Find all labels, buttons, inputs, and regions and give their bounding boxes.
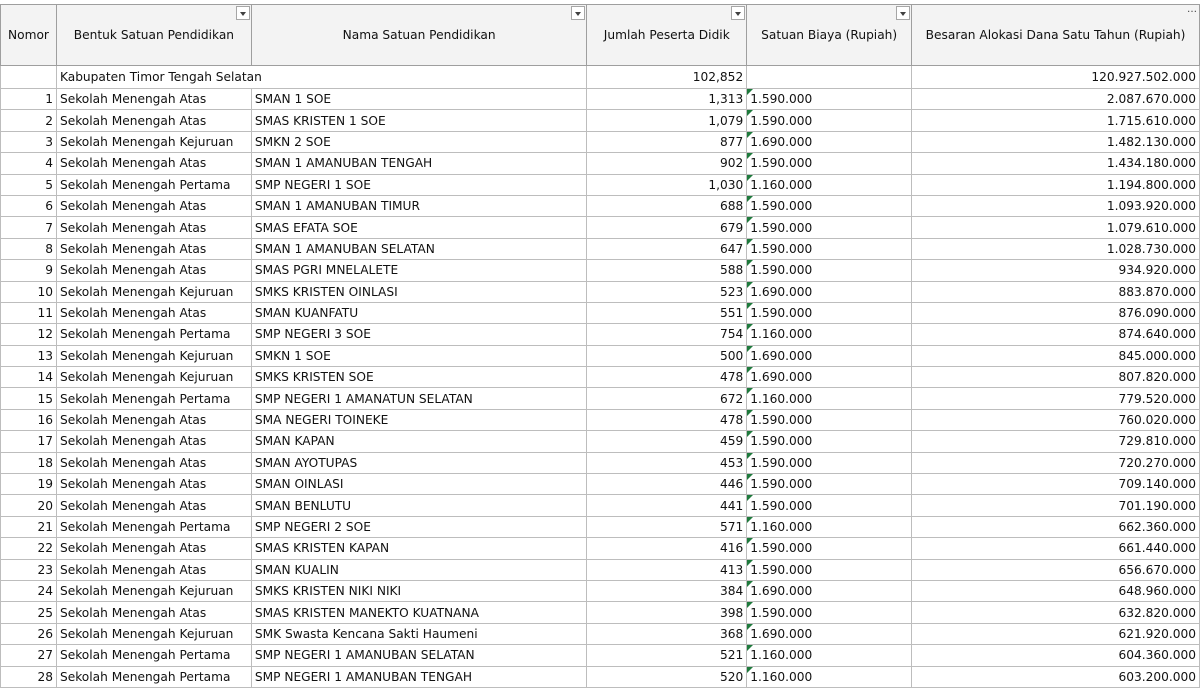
nama-cell[interactable]: SMKN 2 SOE: [251, 131, 586, 152]
bentuk-cell[interactable]: Sekolah Menengah Kejuruan: [56, 345, 251, 366]
besaran-cell[interactable]: 720.270.000: [912, 452, 1200, 473]
satuan-cell[interactable]: 1.160.000: [747, 324, 912, 345]
nomor-cell[interactable]: 10: [1, 281, 57, 302]
jumlah-cell[interactable]: 368: [587, 623, 747, 644]
besaran-cell[interactable]: 1.093.920.000: [912, 195, 1200, 216]
header-nomor-label: Nomor: [8, 28, 49, 42]
satuan-cell[interactable]: 1.590.000: [747, 452, 912, 473]
bentuk-cell[interactable]: Sekolah Menengah Atas: [56, 260, 251, 281]
satuan-cell[interactable]: 1.690.000: [747, 131, 912, 152]
bentuk-cell[interactable]: Sekolah Menengah Kejuruan: [56, 281, 251, 302]
jumlah-cell[interactable]: 1,079: [587, 110, 747, 131]
nomor-cell[interactable]: 7: [1, 217, 57, 238]
summary-jumlah-cell[interactable]: 102,852: [587, 66, 747, 89]
summary-label-cell[interactable]: Kabupaten Timor Tengah Selatan: [56, 66, 586, 89]
besaran-cell[interactable]: 934.920.000: [912, 260, 1200, 281]
table-row[interactable]: [1, 645, 1200, 666]
jumlah-cell[interactable]: 688: [587, 195, 747, 216]
bentuk-cell[interactable]: Sekolah Menengah Atas: [56, 110, 251, 131]
nama-cell[interactable]: SMAN KUALIN: [251, 559, 586, 580]
summary-satuan-cell[interactable]: [747, 66, 912, 89]
jumlah-cell[interactable]: 1,030: [587, 174, 747, 195]
table-row[interactable]: [1, 217, 1200, 238]
satuan-cell[interactable]: 1.590.000: [747, 431, 912, 452]
filter-dropdown-icon[interactable]: [236, 6, 250, 20]
jumlah-cell[interactable]: 588: [587, 260, 747, 281]
besaran-cell[interactable]: 621.920.000: [912, 623, 1200, 644]
overflow-ellipsis-icon[interactable]: …: [1187, 4, 1197, 15]
satuan-cell[interactable]: 1.160.000: [747, 666, 912, 687]
bentuk-cell[interactable]: Sekolah Menengah Atas: [56, 195, 251, 216]
satuan-cell[interactable]: 1.590.000: [747, 260, 912, 281]
nama-cell[interactable]: SMAN KAPAN: [251, 431, 586, 452]
satuan-cell[interactable]: 1.590.000: [747, 195, 912, 216]
jumlah-cell[interactable]: 1,313: [587, 89, 747, 110]
header-row: [1, 5, 1200, 66]
table-row[interactable]: [1, 559, 1200, 580]
nomor-cell[interactable]: 24: [1, 580, 57, 601]
besaran-cell[interactable]: 604.360.000: [912, 645, 1200, 666]
bentuk-cell[interactable]: Sekolah Menengah Kejuruan: [56, 623, 251, 644]
table-row[interactable]: [1, 388, 1200, 409]
summary-nomor-cell[interactable]: [1, 66, 57, 89]
bentuk-cell[interactable]: Sekolah Menengah Atas: [56, 495, 251, 516]
jumlah-cell[interactable]: 571: [587, 516, 747, 537]
table-row[interactable]: [1, 110, 1200, 131]
nomor-cell[interactable]: 16: [1, 409, 57, 430]
jumlah-cell[interactable]: 754: [587, 324, 747, 345]
table-row[interactable]: [1, 538, 1200, 559]
satuan-cell[interactable]: 1.160.000: [747, 174, 912, 195]
table-row[interactable]: [1, 324, 1200, 345]
nomor-cell[interactable]: 18: [1, 452, 57, 473]
besaran-cell[interactable]: 1.079.610.000: [912, 217, 1200, 238]
satuan-cell[interactable]: 1.590.000: [747, 302, 912, 323]
jumlah-cell[interactable]: 441: [587, 495, 747, 516]
header-besaran[interactable]: [912, 5, 1200, 66]
satuan-cell[interactable]: 1.690.000: [747, 281, 912, 302]
bentuk-cell[interactable]: Sekolah Menengah Pertama: [56, 174, 251, 195]
summary-besaran-cell[interactable]: 120.927.502.000: [912, 66, 1200, 89]
nama-cell[interactable]: SMKS KRISTEN SOE: [251, 367, 586, 388]
satuan-cell[interactable]: 1.590.000: [747, 110, 912, 131]
besaran-cell[interactable]: 845.000.000: [912, 345, 1200, 366]
besaran-cell[interactable]: 603.200.000: [912, 666, 1200, 687]
nomor-cell[interactable]: 19: [1, 474, 57, 495]
nomor-cell[interactable]: 17: [1, 431, 57, 452]
jumlah-cell[interactable]: 446: [587, 474, 747, 495]
nama-cell[interactable]: SMAS KRISTEN MANEKTO KUATNANA: [251, 602, 586, 623]
nama-cell[interactable]: SMAS KRISTEN 1 SOE: [251, 110, 586, 131]
satuan-cell[interactable]: 1.590.000: [747, 495, 912, 516]
nomor-cell[interactable]: 3: [1, 131, 57, 152]
nomor-cell[interactable]: 5: [1, 174, 57, 195]
filter-dropdown-icon[interactable]: [731, 6, 745, 20]
header-bentuk[interactable]: [56, 5, 251, 66]
bentuk-cell[interactable]: Sekolah Menengah Pertama: [56, 516, 251, 537]
header-satuan[interactable]: [747, 5, 912, 66]
bentuk-cell[interactable]: Sekolah Menengah Atas: [56, 153, 251, 174]
table-row[interactable]: [1, 153, 1200, 174]
besaran-cell[interactable]: 662.360.000: [912, 516, 1200, 537]
nama-cell[interactable]: SMAN 1 AMANUBAN TIMUR: [251, 195, 586, 216]
table-row[interactable]: [1, 452, 1200, 473]
jumlah-cell[interactable]: 398: [587, 602, 747, 623]
jumlah-cell[interactable]: 647: [587, 238, 747, 259]
jumlah-cell[interactable]: 551: [587, 302, 747, 323]
satuan-cell[interactable]: 1.590.000: [747, 238, 912, 259]
nomor-cell[interactable]: 2: [1, 110, 57, 131]
nomor-cell[interactable]: 27: [1, 645, 57, 666]
besaran-cell[interactable]: 883.870.000: [912, 281, 1200, 302]
nomor-cell[interactable]: 20: [1, 495, 57, 516]
bentuk-cell[interactable]: Sekolah Menengah Atas: [56, 238, 251, 259]
jumlah-cell[interactable]: 384: [587, 580, 747, 601]
satuan-cell[interactable]: 1.590.000: [747, 474, 912, 495]
header-jumlah-label: Jumlah Peserta Didik: [603, 28, 730, 42]
bentuk-cell[interactable]: Sekolah Menengah Kejuruan: [56, 580, 251, 601]
jumlah-cell[interactable]: 523: [587, 281, 747, 302]
besaran-cell[interactable]: 729.810.000: [912, 431, 1200, 452]
bentuk-cell[interactable]: Sekolah Menengah Atas: [56, 409, 251, 430]
bentuk-cell[interactable]: Sekolah Menengah Kejuruan: [56, 367, 251, 388]
nama-cell[interactable]: SMP NEGERI 1 AMANUBAN SELATAN: [251, 645, 586, 666]
table-row[interactable]: [1, 89, 1200, 110]
satuan-cell[interactable]: 1.160.000: [747, 645, 912, 666]
filter-dropdown-icon[interactable]: [896, 6, 910, 20]
jumlah-cell[interactable]: 679: [587, 217, 747, 238]
nama-cell[interactable]: SMP NEGERI 1 AMANATUN SELATAN: [251, 388, 586, 409]
satuan-cell[interactable]: 1.160.000: [747, 388, 912, 409]
summary-row[interactable]: [1, 66, 1200, 89]
nama-cell[interactable]: SMA NEGERI TOINEKE: [251, 409, 586, 430]
data-table: [0, 4, 1200, 688]
bentuk-cell[interactable]: Sekolah Menengah Pertama: [56, 645, 251, 666]
jumlah-cell[interactable]: 453: [587, 452, 747, 473]
nomor-cell[interactable]: 13: [1, 345, 57, 366]
jumlah-cell[interactable]: 520: [587, 666, 747, 687]
bentuk-cell[interactable]: Sekolah Menengah Atas: [56, 602, 251, 623]
nomor-cell[interactable]: 8: [1, 238, 57, 259]
table-row[interactable]: [1, 602, 1200, 623]
nama-cell[interactable]: SMP NEGERI 1 SOE: [251, 174, 586, 195]
besaran-cell[interactable]: 779.520.000: [912, 388, 1200, 409]
besaran-cell[interactable]: 760.020.000: [912, 409, 1200, 430]
jumlah-cell[interactable]: 478: [587, 367, 747, 388]
besaran-cell[interactable]: 1.715.610.000: [912, 110, 1200, 131]
header-besaran-label: Besaran Alokasi Dana Satu Tahun (Rupiah): [925, 28, 1186, 42]
bentuk-cell[interactable]: Sekolah Menengah Pertama: [56, 666, 251, 687]
bentuk-cell[interactable]: Sekolah Menengah Atas: [56, 538, 251, 559]
table-row[interactable]: [1, 260, 1200, 281]
nomor-cell[interactable]: 22: [1, 538, 57, 559]
table-row[interactable]: [1, 474, 1200, 495]
header-bentuk-label: Bentuk Satuan Pendidikan: [73, 28, 235, 42]
bentuk-cell[interactable]: Sekolah Menengah Pertama: [56, 388, 251, 409]
satuan-cell[interactable]: 1.690.000: [747, 367, 912, 388]
jumlah-cell[interactable]: 902: [587, 153, 747, 174]
satuan-cell[interactable]: 1.690.000: [747, 345, 912, 366]
nomor-cell[interactable]: 25: [1, 602, 57, 623]
table-row[interactable]: [1, 345, 1200, 366]
besaran-cell[interactable]: 2.087.670.000: [912, 89, 1200, 110]
nomor-cell[interactable]: 28: [1, 666, 57, 687]
header-nama-label: Nama Satuan Pendidikan: [342, 28, 496, 42]
nama-cell[interactable]: SMAN AYOTUPAS: [251, 452, 586, 473]
bentuk-cell[interactable]: Sekolah Menengah Atas: [56, 217, 251, 238]
jumlah-cell[interactable]: 521: [587, 645, 747, 666]
table-row[interactable]: [1, 409, 1200, 430]
nama-cell[interactable]: SMAS EFATA SOE: [251, 217, 586, 238]
nama-cell[interactable]: SMAN 1 SOE: [251, 89, 586, 110]
nama-cell[interactable]: SMKS KRISTEN OINLASI: [251, 281, 586, 302]
besaran-cell[interactable]: 1.194.800.000: [912, 174, 1200, 195]
besaran-cell[interactable]: 1.028.730.000: [912, 238, 1200, 259]
besaran-cell[interactable]: 661.440.000: [912, 538, 1200, 559]
nama-cell[interactable]: SMP NEGERI 2 SOE: [251, 516, 586, 537]
besaran-cell[interactable]: 874.640.000: [912, 324, 1200, 345]
nomor-cell[interactable]: 1: [1, 89, 57, 110]
nama-cell[interactable]: SMKN 1 SOE: [251, 345, 586, 366]
nomor-cell[interactable]: 26: [1, 623, 57, 644]
header-jumlah[interactable]: [587, 5, 747, 66]
nomor-cell[interactable]: 14: [1, 367, 57, 388]
table-row[interactable]: [1, 367, 1200, 388]
besaran-cell[interactable]: 709.140.000: [912, 474, 1200, 495]
bentuk-cell[interactable]: Sekolah Menengah Atas: [56, 559, 251, 580]
nama-cell[interactable]: SMP NEGERI 3 SOE: [251, 324, 586, 345]
satuan-cell[interactable]: 1.690.000: [747, 580, 912, 601]
table-row[interactable]: [1, 195, 1200, 216]
besaran-cell[interactable]: 632.820.000: [912, 602, 1200, 623]
besaran-cell[interactable]: 648.960.000: [912, 580, 1200, 601]
nama-cell[interactable]: SMKS KRISTEN NIKI NIKI: [251, 580, 586, 601]
table-row[interactable]: [1, 174, 1200, 195]
nomor-cell[interactable]: 4: [1, 153, 57, 174]
nama-cell[interactable]: SMAS PGRI MNELALETE: [251, 260, 586, 281]
bentuk-cell[interactable]: Sekolah Menengah Atas: [56, 431, 251, 452]
table-row[interactable]: [1, 666, 1200, 687]
satuan-cell[interactable]: 1.160.000: [747, 516, 912, 537]
satuan-cell[interactable]: 1.590.000: [747, 409, 912, 430]
nomor-cell[interactable]: 11: [1, 302, 57, 323]
nama-cell[interactable]: SMAN BENLUTU: [251, 495, 586, 516]
jumlah-cell[interactable]: 478: [587, 409, 747, 430]
table-row[interactable]: [1, 580, 1200, 601]
table-row[interactable]: [1, 302, 1200, 323]
jumlah-cell[interactable]: 877: [587, 131, 747, 152]
table-row[interactable]: [1, 281, 1200, 302]
table-row[interactable]: [1, 495, 1200, 516]
nama-cell[interactable]: SMAN OINLASI: [251, 474, 586, 495]
bentuk-cell[interactable]: Sekolah Menengah Atas: [56, 474, 251, 495]
header-nama[interactable]: [251, 5, 586, 66]
besaran-cell[interactable]: 656.670.000: [912, 559, 1200, 580]
bentuk-cell[interactable]: Sekolah Menengah Pertama: [56, 324, 251, 345]
header-nomor[interactable]: [1, 5, 57, 66]
nomor-cell[interactable]: 15: [1, 388, 57, 409]
table-row[interactable]: [1, 623, 1200, 644]
besaran-cell[interactable]: 1.434.180.000: [912, 153, 1200, 174]
besaran-cell[interactable]: 876.090.000: [912, 302, 1200, 323]
besaran-cell[interactable]: 1.482.130.000: [912, 131, 1200, 152]
nama-cell[interactable]: SMK Swasta Kencana Sakti Haumeni: [251, 623, 586, 644]
satuan-cell[interactable]: 1.590.000: [747, 538, 912, 559]
besaran-cell[interactable]: 807.820.000: [912, 367, 1200, 388]
table-row[interactable]: [1, 431, 1200, 452]
satuan-cell[interactable]: 1.690.000: [747, 623, 912, 644]
header-satuan-label: Satuan Biaya (Rupiah): [761, 28, 898, 42]
nama-cell[interactable]: SMAN KUANFATU: [251, 302, 586, 323]
table-row[interactable]: [1, 238, 1200, 259]
filter-dropdown-icon[interactable]: [571, 6, 585, 20]
nomor-cell[interactable]: 9: [1, 260, 57, 281]
bentuk-cell[interactable]: Sekolah Menengah Atas: [56, 302, 251, 323]
bentuk-cell[interactable]: Sekolah Menengah Kejuruan: [56, 131, 251, 152]
jumlah-cell[interactable]: 413: [587, 559, 747, 580]
table-row[interactable]: [1, 131, 1200, 152]
besaran-cell[interactable]: 701.190.000: [912, 495, 1200, 516]
satuan-cell[interactable]: 1.590.000: [747, 89, 912, 110]
nomor-cell[interactable]: 12: [1, 324, 57, 345]
nama-cell[interactable]: SMAS KRISTEN KAPAN: [251, 538, 586, 559]
nama-cell[interactable]: SMAN 1 AMANUBAN TENGAH: [251, 153, 586, 174]
satuan-cell[interactable]: 1.590.000: [747, 559, 912, 580]
nomor-cell[interactable]: 21: [1, 516, 57, 537]
bentuk-cell[interactable]: Sekolah Menengah Atas: [56, 452, 251, 473]
satuan-cell[interactable]: 1.590.000: [747, 217, 912, 238]
jumlah-cell[interactable]: 500: [587, 345, 747, 366]
table-row[interactable]: [1, 516, 1200, 537]
nomor-cell[interactable]: 23: [1, 559, 57, 580]
nama-cell[interactable]: SMAN 1 AMANUBAN SELATAN: [251, 238, 586, 259]
bentuk-cell[interactable]: Sekolah Menengah Atas: [56, 89, 251, 110]
nomor-cell[interactable]: 6: [1, 195, 57, 216]
jumlah-cell[interactable]: 459: [587, 431, 747, 452]
satuan-cell[interactable]: 1.590.000: [747, 153, 912, 174]
jumlah-cell[interactable]: 416: [587, 538, 747, 559]
nama-cell[interactable]: SMP NEGERI 1 AMANUBAN TENGAH: [251, 666, 586, 687]
satuan-cell[interactable]: 1.590.000: [747, 602, 912, 623]
jumlah-cell[interactable]: 672: [587, 388, 747, 409]
